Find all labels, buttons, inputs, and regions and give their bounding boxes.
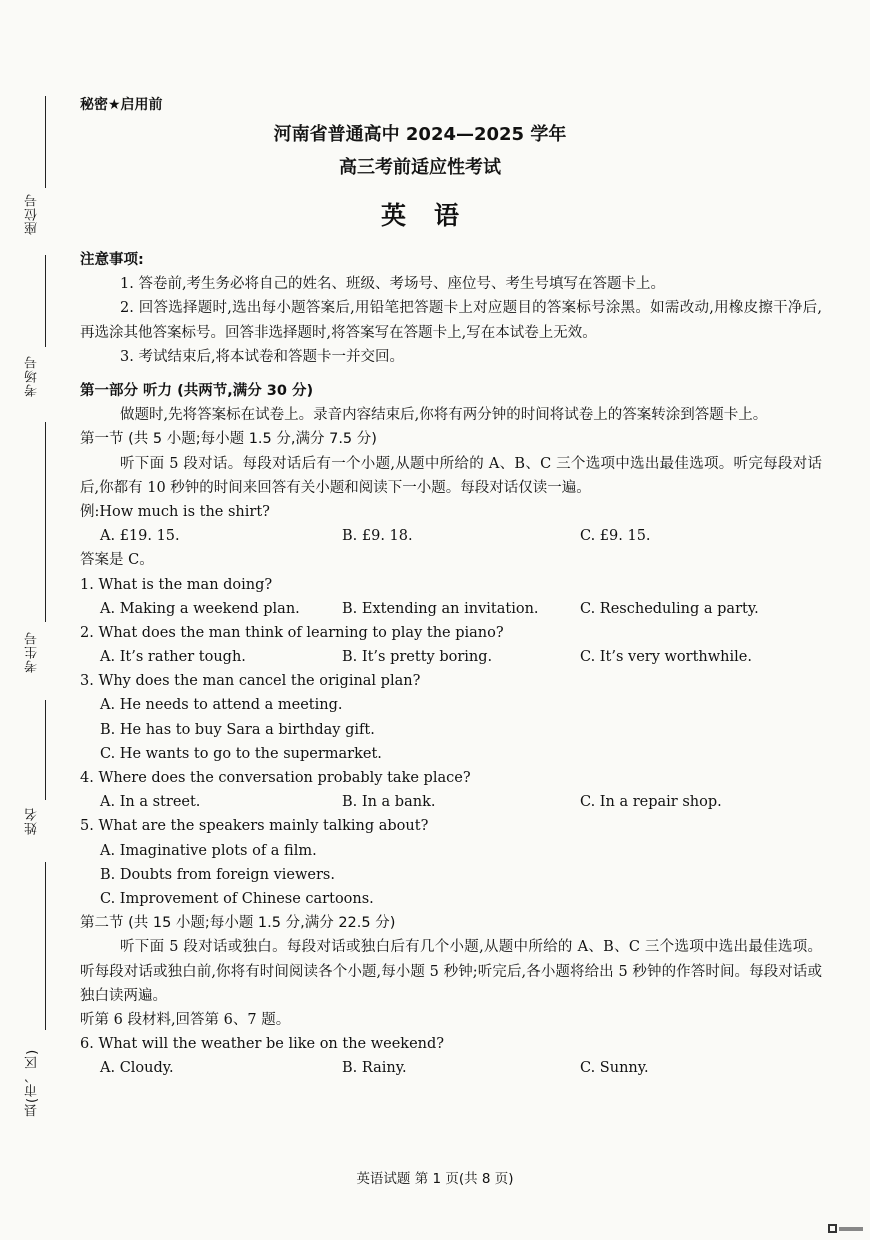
seat-number-label: 座位号 <box>25 193 40 235</box>
option-c: C. Improvement of Chinese cartoons. <box>100 890 374 907</box>
option-c: C. In a repair shop. <box>580 794 722 811</box>
option-a: A. He needs to attend a meeting. <box>100 697 343 714</box>
option-c: C. He wants to go to the supermarket. <box>100 745 382 762</box>
example-option-c: C. £9. 15. <box>580 528 651 545</box>
section2-intro: 听下面 5 段对话或独白。每段对话或独白后有几个小题,从题中所给的 A、B、C 三个选项中选出最佳选项。听每段对话或独白前,你将有时间阅读各个小题,每小题 5 秒钟;听完后,各小题将给出 5 秒钟的作答时间。每段对话或独白读两遍。 <box>80 939 822 1004</box>
name-label: 姓名 <box>25 807 40 835</box>
question-2: 2. What does the man think of learning to play the piano? <box>80 624 504 641</box>
option-a: A. It’s rather tough. <box>100 649 246 666</box>
question-6: 6. What will the weather be like on the weekend? <box>80 1036 445 1053</box>
option-c: C. Sunny. <box>580 1060 649 1077</box>
example-option-a: A. £19. 15. <box>100 528 180 545</box>
option-b: B. Doubts from foreign viewers. <box>100 866 335 883</box>
question-4-options <box>80 790 822 814</box>
option-a: A. Cloudy. <box>100 1060 174 1077</box>
option-b: B. He has to buy Sara a birthday gift. <box>100 721 375 738</box>
option-a: A. In a street. <box>100 794 201 811</box>
candidate-number-line <box>45 422 46 622</box>
exam-room-label: 考场号 <box>25 355 40 397</box>
question-4: 4. Where does the conversation probably take place? <box>80 770 471 787</box>
question-1-options <box>80 597 822 621</box>
question-2-options <box>80 645 822 669</box>
option-c: C. Rescheduling a party. <box>580 600 759 617</box>
name-line <box>45 700 46 800</box>
part1-heading: 第一部分 听力 (共两节,满分 30 分) <box>80 382 314 399</box>
question-1: 1. What is the man doing? <box>80 576 273 593</box>
notice-item-1: 1. 答卷前,考生务必将自己的姓名、班级、考场号、座位号、考生号填写在答题卡上。 <box>120 276 666 293</box>
notice-heading: 注意事项: <box>80 252 144 268</box>
binding-margin <box>0 0 70 1240</box>
option-b: B. It’s pretty boring. <box>342 649 493 666</box>
notice-item-2: 2. 回答选择题时,选出每小题答案后,用铅笔把答题卡上对应题目的答案标号涂黑。如需改动,用橡皮擦干净后,再选涂其他答案标号。回答非选择题时,将答案写在答题卡上,写在本试卷上无效。 <box>80 300 822 341</box>
question-6-options <box>80 1056 822 1080</box>
exam-content <box>80 248 822 1081</box>
seat-number-line <box>45 96 46 188</box>
exam-title-line2: 高三考前适应性考试 <box>339 157 501 178</box>
option-b: B. Extending an invitation. <box>342 600 539 617</box>
part1-intro: 做题时,先将答案标在试卷上。录音内容结束后,你将有两分钟的时间将试卷上的答案转涂到答题卡上。 <box>120 407 768 424</box>
question-3: 3. Why does the man cancel the original plan? <box>80 673 421 690</box>
exam-room-line <box>45 255 46 347</box>
page-footer: 英语试题 第 1 页(共 8 页) <box>356 1171 514 1187</box>
option-a: A. Imaginative plots of a film. <box>100 842 317 859</box>
example-option-b: B. £9. 18. <box>342 528 413 545</box>
option-c: C. It’s very worthwhile. <box>580 649 752 666</box>
candidate-number-label: 考生号 <box>25 631 40 673</box>
confidential-mark: 秘密★启用前 <box>80 97 163 113</box>
section2-heading: 第二节 (共 15 小题;每小题 1.5 分,满分 22.5 分) <box>80 915 396 932</box>
option-b: B. Rainy. <box>342 1060 407 1077</box>
example-question: 例:How much is the shirt? <box>80 503 270 520</box>
watermark-logo-icon <box>828 1224 864 1234</box>
option-b: B. In a bank. <box>342 794 436 811</box>
county-line <box>45 862 46 1030</box>
exam-title-line1: 河南省普通高中 2024—2025 学年 <box>273 124 567 145</box>
notice-item-3: 3. 考试结束后,将本试卷和答题卡一并交回。 <box>120 348 405 365</box>
section1-heading: 第一节 (共 5 小题;每小题 1.5 分,满分 7.5 分) <box>80 431 377 448</box>
example-options <box>80 524 822 548</box>
section1-intro: 听下面 5 段对话。每段对话后有一个小题,从题中所给的 A、B、C 三个选项中选出最佳选项。听完每段对话后,你都有 10 秒钟的时间来回答有关小题和阅读下一小题。每段对话仅读一遍。 <box>80 455 822 496</box>
question-5: 5. What are the speakers mainly talking about? <box>80 818 429 835</box>
subject-title: 英语 <box>380 201 487 230</box>
material-note: 听第 6 段材料,回答第 6、7 题。 <box>80 1011 291 1028</box>
example-answer: 答案是 C。 <box>80 552 154 569</box>
option-a: A. Making a weekend plan. <box>100 600 300 617</box>
county-label: 县(市、区) <box>25 1048 40 1118</box>
